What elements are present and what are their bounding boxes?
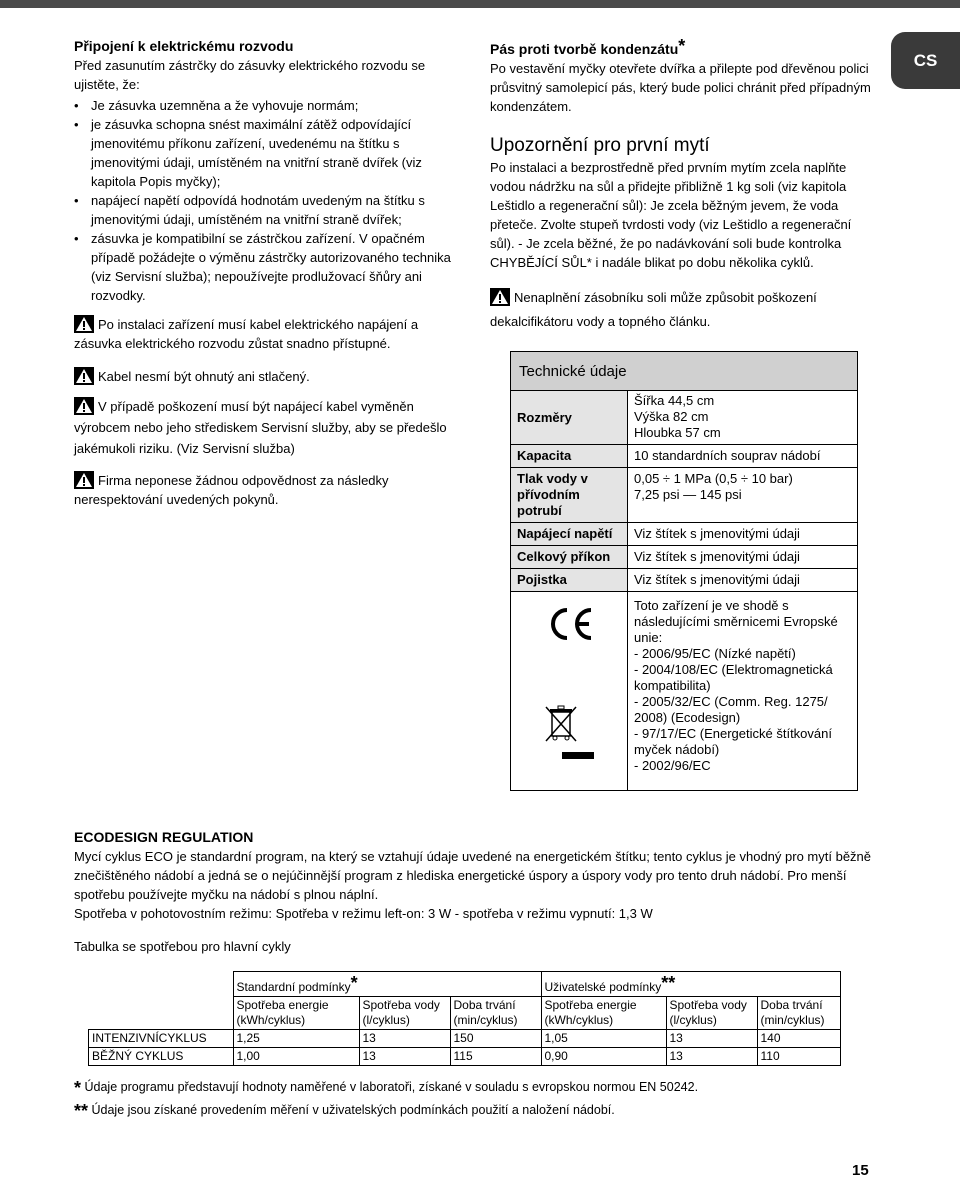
table-cell: 0,90 <box>541 1048 666 1066</box>
table-cell <box>89 997 234 1030</box>
asterisk-mark: * <box>74 1078 82 1098</box>
warning-text: Nenaplnění zásobníku soli může způsobit poškození dekalcifikátoru vody a topného článku. <box>490 290 817 329</box>
ce-mark-icon <box>545 606 597 642</box>
group-header-text: Uživatelské podmínky <box>544 980 662 994</box>
compliance-text <box>628 592 857 790</box>
compliance-line: - 2002/96/EC <box>634 758 711 773</box>
spec-label: Pojistka <box>511 569 628 591</box>
compliance-line: - 2004/108/EC (Elektromagnetická kompatibilita) <box>634 662 833 693</box>
compliance-line: Toto zařízení je ve shodě s následujícími směrnicemi Evropské unie: <box>634 598 838 645</box>
column-header: Spotřeba energie (kWh/cyklus) <box>233 997 359 1030</box>
warning-note <box>74 396 456 459</box>
footnote <box>74 1076 698 1099</box>
list-item: • Je zásuvka uzemněna a že vyhovuje normám; <box>74 96 456 115</box>
warning-icon <box>74 367 94 385</box>
column-header: Doba trvání (min/cyklus) <box>450 997 541 1030</box>
column-header: Spotřeba energie (kWh/cyklus) <box>541 997 666 1030</box>
condensation-text: Po vestavění myčky otevřete dvířka a přilepte pod dřevěnou polici průsvitný samolepicí pás, který bude polici chránit před případným kondenzátem. <box>490 61 871 114</box>
row-label: BĚŽNÝ CYKLUS <box>89 1048 234 1066</box>
weee-bin-icon <box>543 704 579 744</box>
table-cell <box>89 972 234 997</box>
warning-note <box>74 471 456 509</box>
warning-text: Kabel nesmí být ohnutý ani stlačený. <box>98 369 310 384</box>
table-row <box>511 523 857 546</box>
ecodesign-text: Mycí cyklus ECO je standardní program, na který se vztahují údaje uvedené na energetickém štítku; tento cyklus je vhodný pro mytí běžně znečištěného nádobí a jedná se o nejúčinnější program z hlediska energetické úspory a úspory vody pro tento druh nádobí. Pro menší spotřebu používejte myčku na nádobí s plnou náplní. <box>74 849 872 902</box>
spec-value: 10 standardních souprav nádobí <box>634 448 821 463</box>
weee-bar <box>562 752 594 759</box>
ecodesign-section <box>74 828 894 956</box>
table-cell: 13 <box>666 1030 757 1048</box>
language-tab: CS <box>891 32 960 89</box>
right-column <box>490 36 875 334</box>
spec-value-line: 7,25 psi — 145 psi <box>634 487 742 502</box>
spec-label: Rozměry <box>511 391 628 444</box>
left-column <box>74 36 456 509</box>
ecodesign-title: ECODESIGN REGULATION <box>74 829 254 845</box>
list-item: • zásuvka je kompatibilní se zástrčkou zařízení. V opačném případě požádejte o výměnu zástrčky autorizovaného technika (viz Servisní služba); nepoužívejte prodlužovací šňůry ani rozvodky. <box>74 229 456 305</box>
spec-value <box>628 468 857 522</box>
asterisk-mark: ** <box>661 973 676 993</box>
certification-marks <box>511 592 628 790</box>
table-cell: 13 <box>359 1048 450 1066</box>
warning-icon <box>74 397 94 415</box>
table-cell: 1,05 <box>541 1030 666 1048</box>
row-label: INTENZIVNÍCYKLUS <box>89 1030 234 1048</box>
footnote-text: Údaje programu představují hodnoty naměřené v laboratoři, získané v souladu s evropskou normou EN 50242. <box>84 1080 699 1094</box>
column-header: Doba trvání (min/cyklus) <box>757 997 840 1030</box>
column-header: Spotřeba vody (l/cyklus) <box>359 997 450 1030</box>
group-header <box>541 972 840 997</box>
warning-icon <box>74 471 94 489</box>
table-cell: 150 <box>450 1030 541 1048</box>
warning-text: Po instalaci zařízení musí kabel elektrického napájení a zásuvka elektrického rozvodu zůstat snadno přístupné. <box>74 317 419 351</box>
table-row <box>89 972 841 997</box>
warning-note <box>490 286 875 334</box>
spec-value-line: Výška 82 cm <box>634 409 709 424</box>
warning-icon <box>490 288 510 306</box>
footnote-text: Údaje jsou získané provedením měření v uživatelských podmínkách použití a naložení nádobí. <box>91 1103 615 1117</box>
table-row <box>89 997 841 1030</box>
spec-value: Viz štítek s jmenovitými údaji <box>634 572 800 587</box>
table-cell: 13 <box>359 1030 450 1048</box>
spec-value: Viz štítek s jmenovitými údaji <box>634 549 800 564</box>
table-row <box>89 1048 841 1066</box>
asterisk-mark: * <box>678 36 686 56</box>
table-row <box>511 445 857 468</box>
electrical-intro: Před zasunutím zástrčky do zásuvky elektrického rozvodu se ujistěte, že: <box>74 58 426 92</box>
list-item: • napájecí napětí odpovídá hodnotám uvedeným na štítku s jmenovitými údaji, umístěném na vnitřní straně dvířek; <box>74 191 456 229</box>
compliance-line: - 97/17/EC (Energetické štítkování myček nádobí) <box>634 726 832 757</box>
table-row <box>89 1030 841 1048</box>
condensation-title-text: Pás proti tvorbě kondenzátu <box>490 41 679 57</box>
spec-label: Tlak vody v přívodním potrubí <box>511 468 628 522</box>
spec-value-line: Šířka 44,5 cm <box>634 393 715 408</box>
spec-label: Celkový příkon <box>511 546 628 568</box>
spec-label: Napájecí napětí <box>511 523 628 545</box>
asterisk-mark: * <box>350 973 358 993</box>
table-row <box>511 391 857 445</box>
asterisk-mark: ** <box>74 1101 89 1121</box>
compliance-line: - 2005/32/EC (Comm. Reg. 1275/ 2008) (Ecodesign) <box>634 694 828 725</box>
first-wash-title: Upozornění pro první mytí <box>490 135 710 156</box>
condensation-title <box>490 36 875 59</box>
table-cell: 1,00 <box>233 1048 359 1066</box>
table-row <box>511 468 857 523</box>
table-cell: 115 <box>450 1048 541 1066</box>
table-cell: 13 <box>666 1048 757 1066</box>
column-header: Spotřeba vody (l/cyklus) <box>666 997 757 1030</box>
group-header-text: Standardní podmínky <box>236 980 351 994</box>
compliance-line: - 2006/95/EC (Nízké napětí) <box>634 646 796 661</box>
warning-note <box>74 367 456 386</box>
footnote <box>74 1099 698 1122</box>
table-cell: 140 <box>757 1030 840 1048</box>
warning-text: V případě poškození musí být napájecí kabel vyměněn výrobcem nebo jeho střediskem Servisní služby, aby se předešlo jakémukoli riziku. (Viz Servisní služba) <box>74 399 447 456</box>
electrical-checklist <box>74 96 456 305</box>
group-header <box>233 972 541 997</box>
warning-icon <box>74 315 94 333</box>
table-cell: 110 <box>757 1048 840 1066</box>
compliance-row <box>511 592 857 790</box>
table-row <box>511 546 857 569</box>
electrical-connection-title: Připojení k elektrickému rozvodu <box>74 38 294 54</box>
spec-label: Kapacita <box>511 445 628 467</box>
spec-value-line: 0,05 ÷ 1 MPa (0,5 ÷ 10 bar) <box>634 471 793 486</box>
list-item: • je zásuvka schopna snést maximální zátěž odpovídající jmenovitému příkonu zařízení, uvedenému na štítku s jmenovitými údaji, umístěném na vnitřní straně dvířek (viz kapitola Popis myčky); <box>74 115 456 191</box>
table-cell: 1,25 <box>233 1030 359 1048</box>
warning-note <box>74 315 456 353</box>
table-caption: Tabulka se spotřebou pro hlavní cykly <box>74 939 291 954</box>
top-bar <box>0 0 960 8</box>
technical-data-title: Technické údaje <box>511 352 857 391</box>
technical-data-box <box>510 351 858 791</box>
spec-value <box>628 391 857 444</box>
standby-consumption: Spotřeba v pohotovostním režimu: Spotřeba v režimu left-on: 3 W - spotřeba v režimu vypnutí: 1,3 W <box>74 906 653 921</box>
consumption-table <box>88 971 841 1066</box>
footnotes <box>74 1076 698 1122</box>
spec-value-line: Hloubka 57 cm <box>634 425 721 440</box>
warning-text: Firma neponese žádnou odpovědnost za následky nerespektování uvedených pokynů. <box>74 473 389 507</box>
page-number: 15 <box>852 1162 869 1179</box>
spec-value: Viz štítek s jmenovitými údaji <box>634 526 800 541</box>
table-row <box>511 569 857 592</box>
first-wash-text: Po instalaci a bezprostředně před prvním mytím zcela naplňte vodou nádržku na sůl a přidejte přibližně 1 kg soli (viz kapitola Leštidlo a regenerační sůl): Je zcela běžným jevem, že voda přeteče. Zvolte stupeň tvrdosti vody (viz Leštidlo a regenerační sůl). - Je zcela běžné, že po nadávkování soli bude kontrolka CHYBĚJÍCÍ SŮL* i nadále blikat po dobu několika cyklů. <box>490 160 852 270</box>
